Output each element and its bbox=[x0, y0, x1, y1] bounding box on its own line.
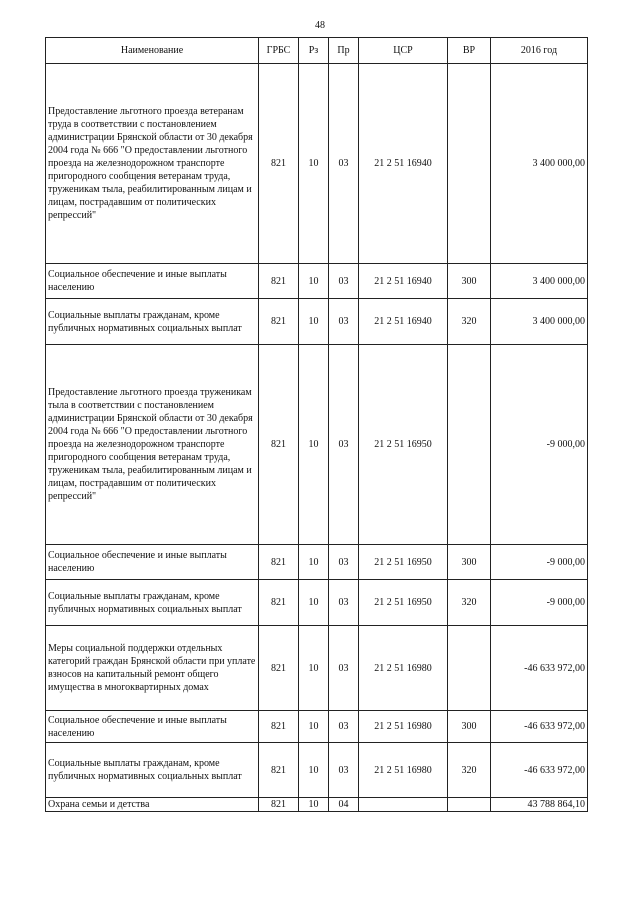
table-row bbox=[46, 264, 588, 299]
row-rz: 10 bbox=[299, 299, 329, 345]
row-amount: -46 633 972,00 bbox=[491, 743, 588, 798]
row-vr: 300 bbox=[448, 711, 491, 743]
row-vr bbox=[448, 64, 491, 264]
row-csr: 21 2 51 16980 bbox=[359, 626, 448, 711]
row-pr: 03 bbox=[329, 545, 359, 580]
row-rz: 10 bbox=[299, 743, 329, 798]
row-vr: 300 bbox=[448, 545, 491, 580]
row-rz: 10 bbox=[299, 264, 329, 299]
header-vr: ВР bbox=[448, 38, 491, 64]
row-pr: 03 bbox=[329, 264, 359, 299]
row-csr: 21 2 51 16950 bbox=[359, 345, 448, 545]
row-grbs: 821 bbox=[259, 545, 299, 580]
row-grbs: 821 bbox=[259, 299, 299, 345]
row-csr: 21 2 51 16980 bbox=[359, 711, 448, 743]
header-row bbox=[46, 38, 588, 64]
row-csr: 21 2 51 16950 bbox=[359, 580, 448, 626]
row-name: Социальное обеспечение и иные выплаты населению bbox=[46, 545, 259, 580]
row-grbs: 821 bbox=[259, 580, 299, 626]
row-amount: 3 400 000,00 bbox=[491, 64, 588, 264]
row-name: Социальные выплаты гражданам, кроме публичных нормативных социальных выплат bbox=[46, 743, 259, 798]
header-pr: Пр bbox=[329, 38, 359, 64]
row-pr: 03 bbox=[329, 580, 359, 626]
row-rz: 10 bbox=[299, 545, 329, 580]
row-amount: 43 788 864,10 bbox=[491, 798, 588, 812]
row-amount: -46 633 972,00 bbox=[491, 626, 588, 711]
header-amount: 2016 год bbox=[491, 38, 588, 64]
row-amount: -9 000,00 bbox=[491, 580, 588, 626]
header-name: Наименование bbox=[46, 38, 259, 64]
row-vr bbox=[448, 345, 491, 545]
row-name: Социальное обеспечение и иные выплаты населению bbox=[46, 711, 259, 743]
table-row bbox=[46, 580, 588, 626]
row-amount: 3 400 000,00 bbox=[491, 299, 588, 345]
row-name: Социальное обеспечение и иные выплаты населению bbox=[46, 264, 259, 299]
row-grbs: 821 bbox=[259, 345, 299, 545]
row-rz: 10 bbox=[299, 64, 329, 264]
header-rz: Рз bbox=[299, 38, 329, 64]
table-row bbox=[46, 64, 588, 264]
row-csr bbox=[359, 798, 448, 812]
row-csr: 21 2 51 16950 bbox=[359, 545, 448, 580]
row-vr bbox=[448, 626, 491, 711]
row-name: Охрана семьи и детства bbox=[46, 798, 259, 812]
row-vr: 320 bbox=[448, 580, 491, 626]
table-row bbox=[46, 545, 588, 580]
budget-table bbox=[45, 37, 588, 812]
row-vr bbox=[448, 798, 491, 812]
row-name: Социальные выплаты гражданам, кроме публичных нормативных социальных выплат bbox=[46, 299, 259, 345]
row-vr: 300 bbox=[448, 264, 491, 299]
row-rz: 10 bbox=[299, 626, 329, 711]
row-amount: -9 000,00 bbox=[491, 345, 588, 545]
table-row bbox=[46, 626, 588, 711]
row-amount: -46 633 972,00 bbox=[491, 711, 588, 743]
table-row bbox=[46, 743, 588, 798]
page-number: 48 bbox=[315, 20, 325, 31]
table-row bbox=[46, 299, 588, 345]
table-row bbox=[46, 345, 588, 545]
row-name: Предоставление льготного проезда ветеранам труда в соответствии с постановлением администрации Брянской области от 30 декабря 2004 года № 666 "О предоставлении льготного проезда на железнодорожном транспорте пригородного сообщения ветеранам труда, труженикам тыла, реабилитированным лицам и лицам, пострадавшим от политических репрессий" bbox=[46, 64, 259, 264]
row-pr: 03 bbox=[329, 743, 359, 798]
row-name: Предоставление льготного проезда труженикам тыла в соответствии с постановлением администрации Брянской области от 30 декабря 2004 года № 666 "О предоставлении льготного проезда на железнодорожном транспорте пригородного сообщения ветеранам труда, труженикам тыла, реабилитированным лицам и лицам, пострадавшим от политических репрессий" bbox=[46, 345, 259, 545]
row-amount: -9 000,00 bbox=[491, 545, 588, 580]
row-pr: 03 bbox=[329, 64, 359, 264]
row-grbs: 821 bbox=[259, 743, 299, 798]
row-grbs: 821 bbox=[259, 711, 299, 743]
table-row bbox=[46, 798, 588, 812]
row-name: Социальные выплаты гражданам, кроме публичных нормативных социальных выплат bbox=[46, 580, 259, 626]
row-pr: 03 bbox=[329, 345, 359, 545]
row-vr: 320 bbox=[448, 299, 491, 345]
row-rz: 10 bbox=[299, 798, 329, 812]
row-pr: 03 bbox=[329, 626, 359, 711]
row-grbs: 821 bbox=[259, 798, 299, 812]
row-csr: 21 2 51 16940 bbox=[359, 299, 448, 345]
row-pr: 03 bbox=[329, 299, 359, 345]
row-amount: 3 400 000,00 bbox=[491, 264, 588, 299]
row-csr: 21 2 51 16940 bbox=[359, 64, 448, 264]
header-csr: ЦСР bbox=[359, 38, 448, 64]
row-grbs: 821 bbox=[259, 626, 299, 711]
row-rz: 10 bbox=[299, 345, 329, 545]
row-csr: 21 2 51 16980 bbox=[359, 743, 448, 798]
row-pr: 04 bbox=[329, 798, 359, 812]
row-rz: 10 bbox=[299, 711, 329, 743]
row-pr: 03 bbox=[329, 711, 359, 743]
row-rz: 10 bbox=[299, 580, 329, 626]
row-csr: 21 2 51 16940 bbox=[359, 264, 448, 299]
header-grbs: ГРБС bbox=[259, 38, 299, 64]
row-grbs: 821 bbox=[259, 264, 299, 299]
row-vr: 320 bbox=[448, 743, 491, 798]
row-grbs: 821 bbox=[259, 64, 299, 264]
row-name: Меры социальной поддержки отдельных категорий граждан Брянской области при уплате взносов на капитальный ремонт общего имущества в многоквартирных домах bbox=[46, 626, 259, 711]
table-row bbox=[46, 711, 588, 743]
